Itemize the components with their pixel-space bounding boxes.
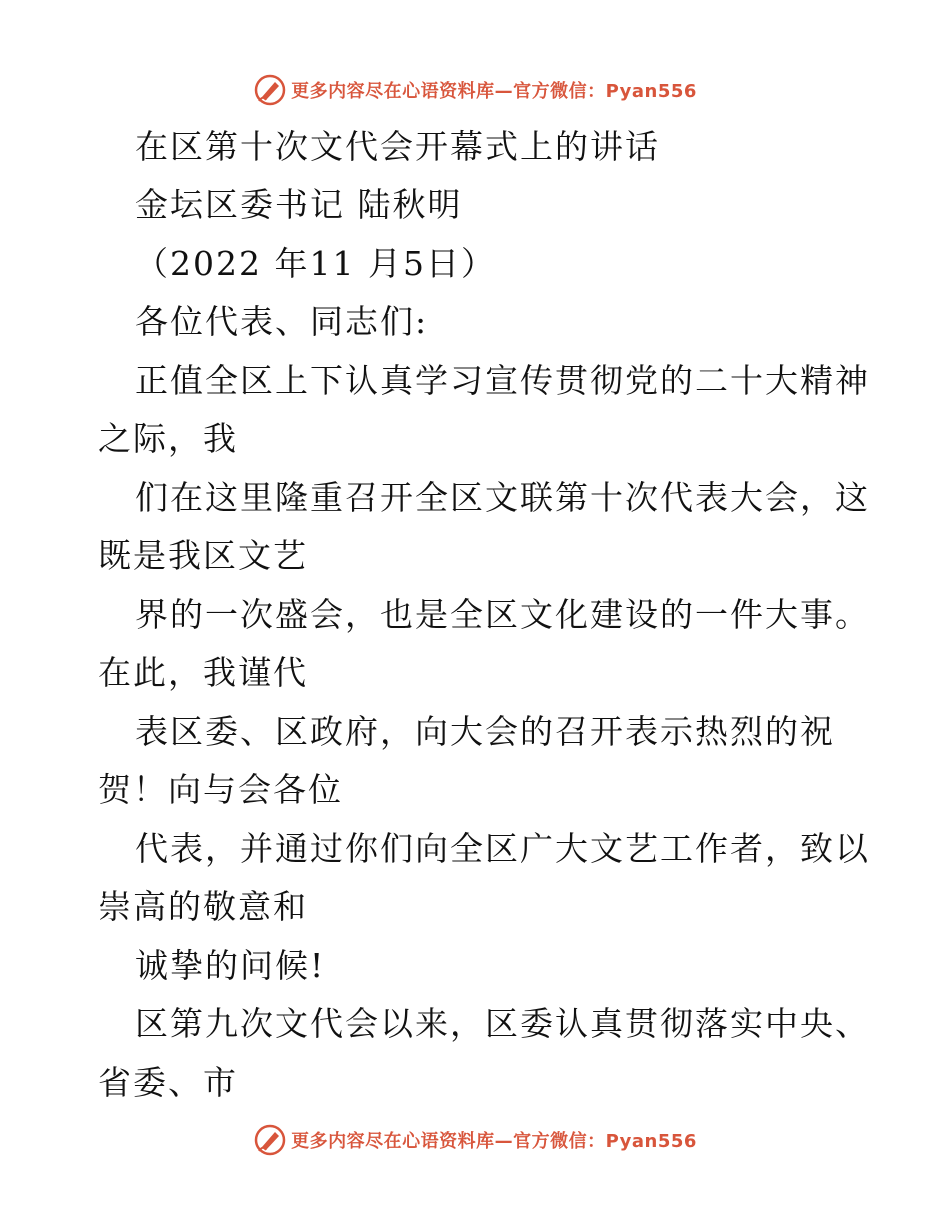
header-watermark [0, 70, 950, 110]
pen-logo-icon [253, 73, 287, 107]
body-line: 省委、市 [98, 1063, 238, 1102]
body-line: 在此，我谨代 [98, 653, 308, 692]
document-title: 在区第十次文代会开幕式上的讲话 [135, 127, 660, 166]
body-line: 界的一次盛会，也是全区文化建设的一件大事。 [135, 595, 870, 634]
pen-logo-icon [253, 1123, 287, 1157]
watermark-text: 更多内容尽在心语资料库—官方微信：Pyan556 [291, 1131, 697, 1152]
body-line: 正值全区上下认真学习宣传贯彻党的二十大精神 [135, 361, 870, 400]
body-line: 表区委、区政府，向大会的召开表示热烈的祝 [135, 712, 835, 751]
body-line: 诚挚的问候! [135, 946, 326, 985]
body-line: 区第九次文代会以来，区委认真贯彻落实中央、 [135, 1004, 870, 1043]
body-line: 贺！向与会各位 [98, 770, 343, 809]
watermark-text: 更多内容尽在心语资料库—官方微信：Pyan556 [291, 81, 697, 102]
body-line: 之际，我 [98, 419, 238, 458]
author-line: 金坛区委书记 陆秋明 [135, 185, 463, 224]
body-line: 既是我区文艺 [98, 536, 308, 575]
body-line: 崇高的敬意和 [98, 887, 308, 926]
body-line: 们在这里隆重召开全区文联第十次代表大会，这 [135, 478, 870, 517]
body-line: 代表，并通过你们向全区广大文艺工作者，致以 [135, 829, 870, 868]
date-line: （2022 年11 月5日） [135, 244, 496, 283]
salutation: 各位代表、同志们: [135, 302, 429, 341]
footer-watermark [0, 1120, 950, 1160]
